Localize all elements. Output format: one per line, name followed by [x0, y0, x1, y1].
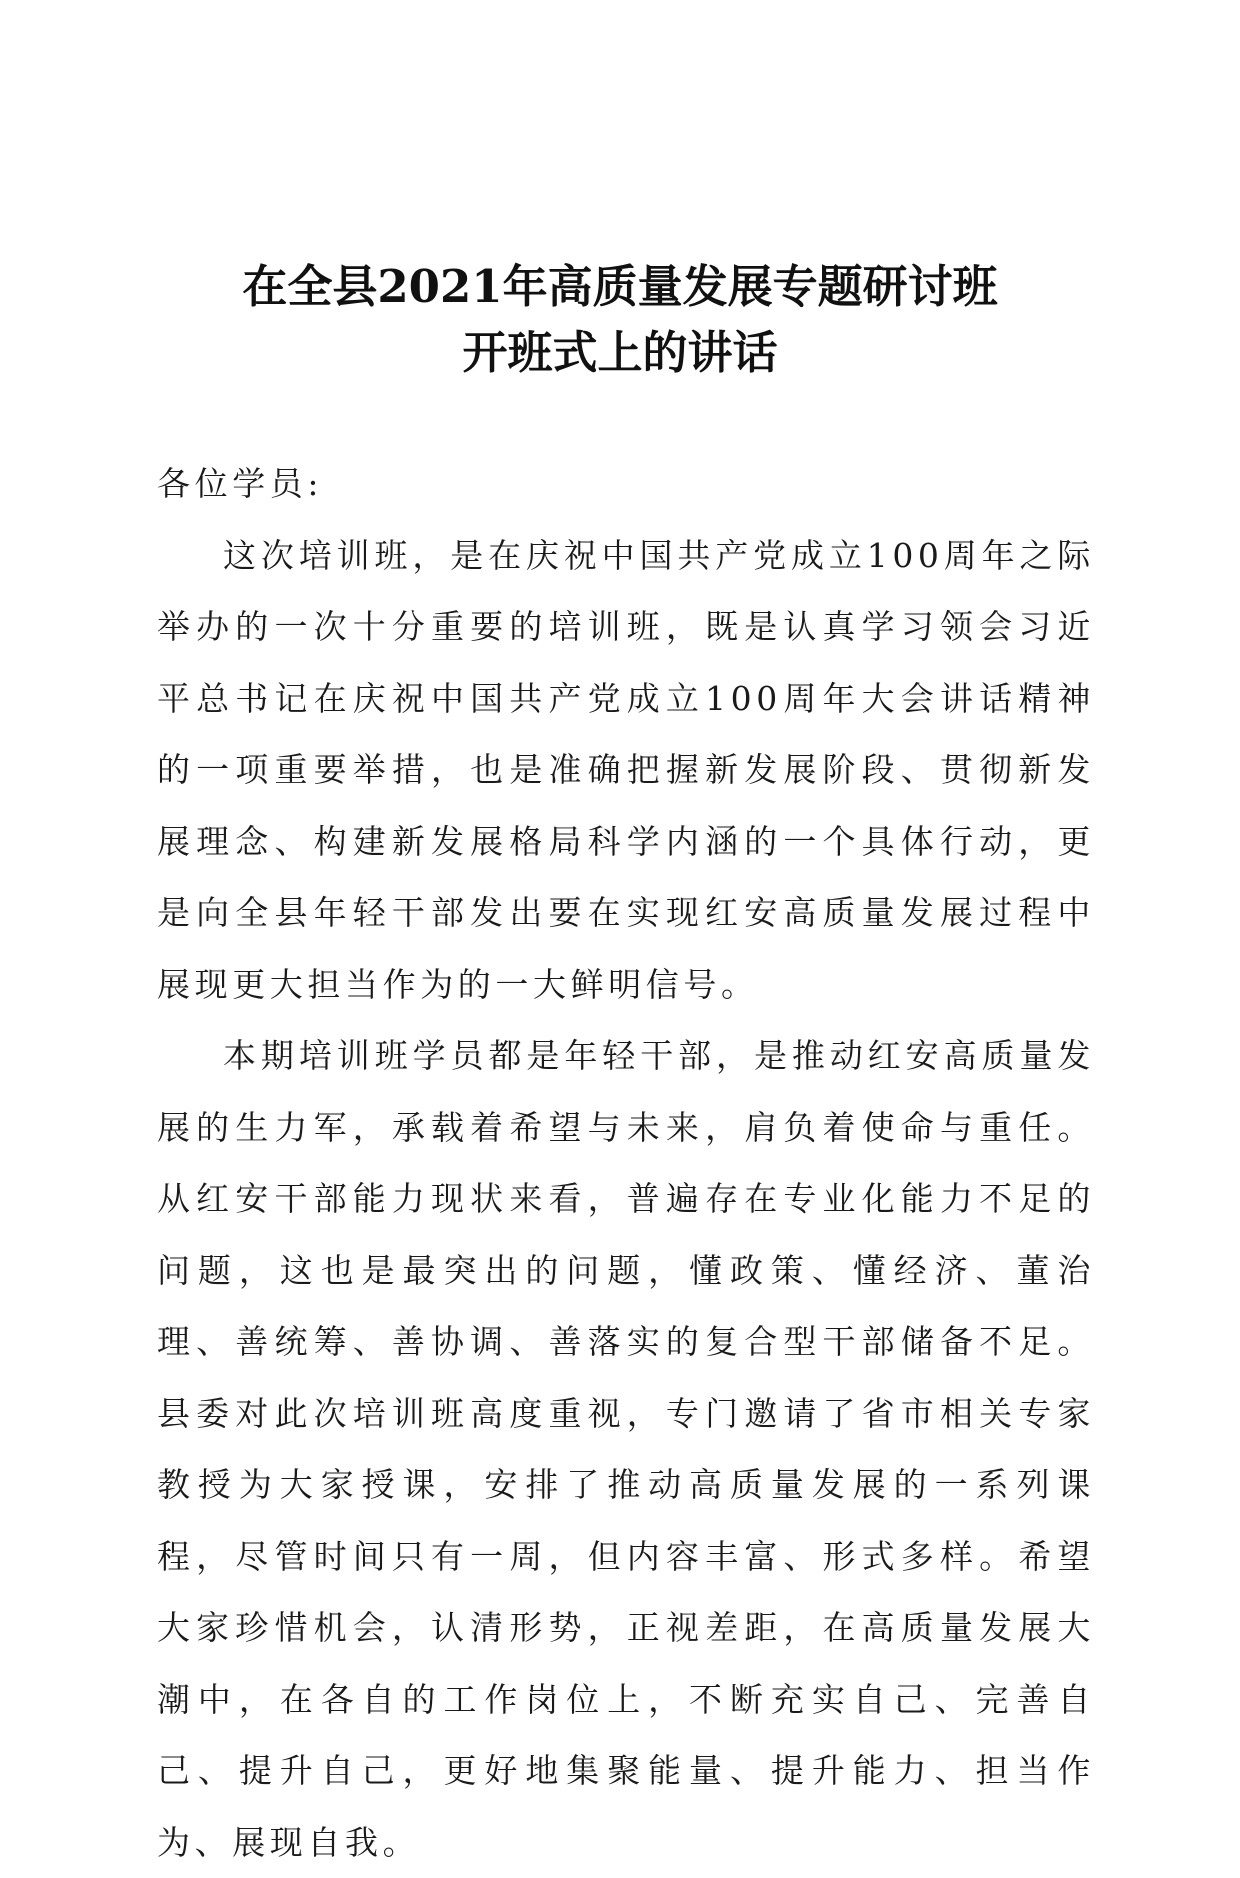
- document-title-line-1: 在全县2021年高质量发展专题研讨班: [242, 260, 998, 313]
- document-body: [157, 448, 1095, 1878]
- paragraph-1: 这次培训班，是在庆祝中国共产党成立100周年之际举办的一次十分重要的培训班，既是认真学习领会习近平总书记在庆祝中国共产党成立100周年大会讲话精神的一项重要举措，也是准确把握新发展阶段、贯彻新发展理念、构建新发展格局科学内涵的一个具体行动，更是向全县年轻干部发出要在实现红安高质量发展过程中展现更大担当作为的一大鲜明信号。: [157, 535, 1095, 1004]
- paragraph-2: 本期培训班学员都是年轻干部，是推动红安高质量发展的生力军，承载着希望与未来，肩负着使命与重任。从红安干部能力现状来看，普遍存在专业化能力不足的问题，这也是最突出的问题，懂政策、懂经济、董治理、善统筹、善协调、善落实的复合型干部储备不足。县委对此次培训班高度重视，专门邀请了省市相关专家教授为大家授课，安排了推动高质量发展的一系列课程，尽管时间只有一周，但内容丰富、形式多样。希望大家珍惜机会，认清形势，正视差距，在高质量发展大潮中，在各自的工作岗位上，不断充实自己、完善自己、提升自己，更好地集聚能量、提升能力、担当作为、展现自我。: [157, 1036, 1095, 1862]
- salutation: 各位学员:: [157, 464, 324, 503]
- document-title-line-2: 开班式上的讲话: [462, 326, 778, 379]
